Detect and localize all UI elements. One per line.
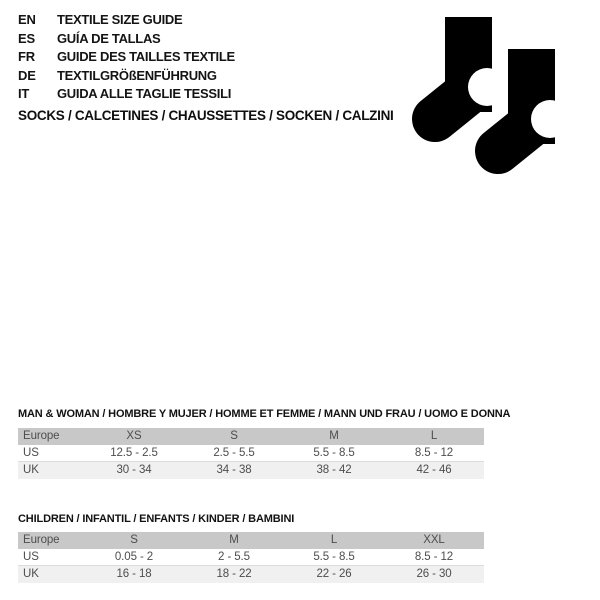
language-row-es: [18, 30, 235, 49]
column-header-s: S: [130, 534, 138, 546]
language-row-en: [18, 11, 235, 30]
language-list: [18, 11, 235, 104]
size-value: 5.5 - 8.5: [313, 551, 355, 563]
column-header-xs: XS: [126, 430, 142, 442]
size-value: 18 - 22: [216, 568, 252, 580]
column-header-europe: Europe: [23, 534, 60, 546]
guide-title-fr: GUIDE DES TAILLES TEXTILE: [57, 49, 235, 64]
row-label: US: [23, 551, 39, 563]
guide-title-en: TEXTILE SIZE GUIDE: [57, 12, 183, 27]
row-label: UK: [23, 568, 39, 580]
size-value: 0.05 - 2: [114, 551, 154, 563]
size-value: 34 - 38: [216, 464, 252, 476]
table-header-row: [18, 532, 484, 549]
column-header-m: M: [229, 534, 239, 546]
guide-title-it: GUIDA ALLE TAGLIE TESSILI: [57, 86, 232, 101]
language-code: FR: [18, 49, 35, 64]
column-header-s: S: [230, 430, 238, 442]
table-row-us: [18, 549, 484, 566]
sock-shape-right: [498, 49, 569, 151]
size-value: 12.5 - 2.5: [110, 447, 158, 459]
table-man-woman: [18, 428, 484, 479]
size-value: 8.5 - 12: [414, 447, 454, 459]
column-header-l: L: [330, 534, 338, 546]
column-header-europe: Europe: [23, 430, 60, 442]
language-row-fr: [18, 48, 235, 67]
language-code: DE: [18, 67, 36, 83]
column-header-l: L: [430, 430, 438, 442]
table-header-row: [18, 428, 484, 445]
size-value: 30 - 34: [116, 464, 152, 476]
column-header-xxl: XXL: [423, 534, 445, 546]
language-code: ES: [18, 30, 35, 46]
size-value: 22 - 26: [316, 568, 352, 580]
guide-title-de: TEXTILGRÖßENFÜHRUNG: [57, 67, 217, 83]
socks-icon: [408, 12, 573, 178]
size-value: 42 - 46: [416, 464, 452, 476]
table-children: [18, 532, 484, 583]
size-value: 2.5 - 5.5: [213, 447, 255, 459]
column-header-m: M: [329, 430, 339, 442]
size-value: 5.5 - 8.5: [313, 447, 355, 459]
size-value: 26 - 30: [416, 568, 452, 580]
language-code: EN: [18, 12, 36, 27]
size-value: 2 - 5.5: [218, 551, 250, 563]
language-row-de: [18, 67, 235, 86]
guide-title-es: GUÍA DE TALLAS: [57, 30, 161, 46]
size-value: 8.5 - 12: [414, 551, 454, 563]
language-code: IT: [18, 86, 30, 101]
size-value: 38 - 42: [316, 464, 352, 476]
table-row-uk: [18, 566, 484, 583]
sock-shape-left: [435, 17, 506, 119]
row-label: UK: [23, 464, 39, 476]
category-title: SOCKS / CALCETINES / CHAUSSETTES / SOCKEN / CALZINI: [18, 108, 394, 123]
row-label: US: [23, 447, 39, 459]
table-row-uk: [18, 462, 484, 479]
table-row-us: [18, 445, 484, 462]
size-value: 16 - 18: [116, 568, 152, 580]
language-row-it: [18, 85, 235, 104]
table-title-children: CHILDREN / INFANTIL / ENFANTS / KINDER / BAMBINI: [18, 513, 295, 525]
table-title-man-woman: MAN & WOMAN / HOMBRE Y MUJER / HOMME ET FEMME / MANN UND FRAU / UOMO E DONNA: [18, 408, 511, 420]
